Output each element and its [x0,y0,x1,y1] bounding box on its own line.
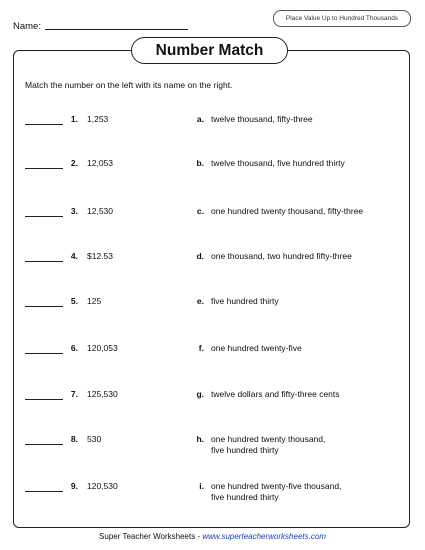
item-value: $12.53 [87,251,113,261]
item-number: 5. [70,296,78,306]
item-value: 120,053 [87,343,118,353]
choice-letter: b. [196,158,204,168]
answer-blank[interactable] [25,216,63,217]
topic-tag: Place Value Up to Hundred Thousands [273,10,411,27]
choice-name-line1: five hundred thirty [211,296,279,306]
item-number: 4. [70,251,78,261]
item-number: 6. [70,343,78,353]
choice-name [211,251,352,262]
item-value: 120,530 [87,481,118,491]
name-label: Name: [13,21,41,32]
name-blank[interactable] [45,29,188,30]
footer-text: Super Teacher Worksheets - [99,532,203,541]
match-row [0,434,425,464]
choice-name-line1: one hundred twenty-five [211,343,302,353]
choice-name [211,389,340,400]
choice-letter: c. [196,206,204,216]
match-row [0,114,425,144]
choice-name-line2: five hundred thirty [211,492,279,502]
item-value: 530 [87,434,102,444]
answer-blank[interactable] [25,306,63,307]
match-row [0,481,425,511]
name-field [13,21,188,32]
item-value: 125 [87,296,102,306]
item-number: 7. [70,389,78,399]
footer-url[interactable]: www.superteacherworksheets.com [202,532,326,541]
item-number: 3. [70,206,78,216]
instructions: Match the number on the left with its name on the right. [25,80,233,90]
choice-name-line2: five hundred thirty [211,445,279,455]
item-value: 125,530 [87,389,118,399]
item-number: 8. [70,434,78,444]
item-value: 1,253 [87,114,109,124]
item-number: 1. [70,114,78,124]
choice-name [211,434,325,456]
item-number: 9. [70,481,78,491]
item-value: 12,530 [87,206,113,216]
choice-name-line1: twelve dollars and fifty-three cents [211,389,340,399]
choice-letter: e. [196,296,204,306]
match-row [0,206,425,236]
choice-letter: g. [196,389,204,399]
match-row [0,343,425,373]
item-value: 12,053 [87,158,113,168]
worksheet-title: Number Match [131,37,288,64]
choice-name [211,206,363,217]
choice-name [211,343,302,354]
choice-name-line1: one hundred twenty thousand, [211,434,326,444]
choice-letter: f. [198,343,204,353]
choice-name-line1: twelve thousand, fifty-three [211,114,313,124]
answer-blank[interactable] [25,124,63,125]
match-row [0,296,425,326]
answer-blank[interactable] [25,353,63,354]
choice-letter: d. [196,251,204,261]
footer [0,532,425,541]
choice-name-line1: one hundred twenty-five thousand, [211,481,342,491]
choice-name-line1: one thousand, two hundred fifty-three [211,251,352,261]
choice-name-line1: twelve thousand, five hundred thirty [211,158,345,168]
answer-blank[interactable] [25,444,63,445]
choice-name [211,158,345,169]
match-row [0,158,425,188]
choice-name-line1: one hundred twenty thousand, fifty-three [211,206,364,216]
choice-name [211,481,341,503]
choice-name [211,296,279,307]
choice-letter: i. [199,481,204,491]
choice-letter: h. [196,434,204,444]
item-number: 2. [70,158,78,168]
choice-name [211,114,313,125]
answer-blank[interactable] [25,399,63,400]
answer-blank[interactable] [25,261,63,262]
answer-blank[interactable] [25,491,63,492]
match-row [0,389,425,419]
answer-blank[interactable] [25,168,63,169]
choice-letter: a. [196,114,204,124]
match-row [0,251,425,281]
